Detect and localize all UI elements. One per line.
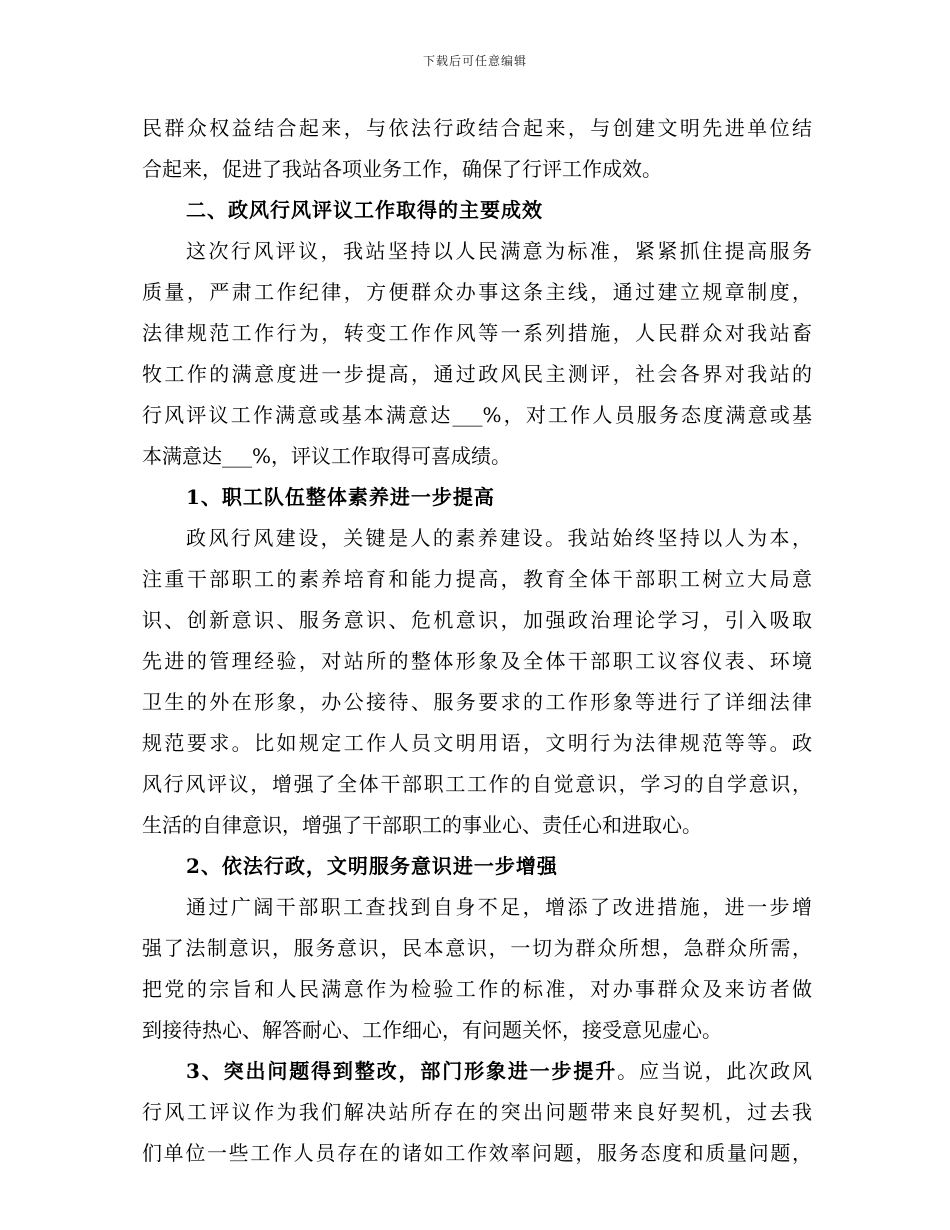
paragraph-line: 行风工评议作为我们解决站所存在的突出问题带来良好契机，过去我 [142, 1100, 812, 1124]
paragraph-line: 到接待热心、解答耐心、工作细心，有问题关怀，接受意见虚心。 [142, 1018, 722, 1042]
paragraph-line: 强了法制意识，服务意识，民本意识，一切为群众所想，急群众所需， [142, 936, 812, 960]
paragraph-line: 通过广阔干部职工查找到自身不足，增添了改进措施，进一步增 [186, 895, 812, 919]
paragraph-line: 们单位一些工作人员存在的诸如工作效率问题，服务态度和质量问题， [142, 1141, 812, 1165]
section-heading: 二、政风行风评议工作取得的主要成效 [186, 198, 543, 222]
paragraph-line: 合起来，促进了我站各项业务工作，确保了行评工作成效。 [142, 157, 662, 181]
paragraph-line-mixed [142, 1051, 812, 1092]
paragraph-line: 卫生的外在形象，办公接待、服务要求的工作形象等进行了详细法律 [142, 690, 812, 714]
subsection-heading: 2、依法行政，文明服务意识进一步增强 [186, 854, 558, 878]
inline-subsection-heading: 3、突出问题得到整改，部门形象进一步提升 [186, 1059, 618, 1083]
paragraph-line: 质量，严肃工作纪律，方便群众办事这条主线，通过建立规章制度， [142, 280, 812, 304]
paragraph-line: 民群众权益结合起来，与依法行政结合起来，与创建文明先进单位结 [142, 116, 812, 140]
paragraph-line: 识、创新意识、服务意识、危机意识，加强政治理论学习，引入吸取 [142, 608, 812, 632]
paragraph-line: 生活的自律意识，增强了干部职工的事业心、责任心和进取心。 [142, 813, 702, 837]
paragraph-line: 这次行风评议，我站坚持以人民满意为标准，紧紧抓住提高服务 [186, 239, 812, 263]
paragraph-line: 牧工作的满意度进一步提高，通过政风民主测评，社会各界对我站的 [142, 362, 812, 386]
paragraph-line: 行风评议工作满意或基本满意达___%，对工作人员服务态度满意或基 [142, 403, 812, 427]
paragraph-line: 规范要求。比如规定工作人员文明用语，文明行为法律规范等等。政 [142, 731, 812, 755]
paragraph-line: 本满意达___%，评议工作取得可喜成绩。 [142, 444, 512, 468]
paragraph-line: 政风行风建设，关键是人的素养建设。我站始终坚持以人为本， [186, 526, 812, 550]
paragraph-line: 法律规范工作行为，转变工作作风等一系列措施，人民群众对我站畜 [142, 321, 812, 345]
paragraph-line: 把党的宗旨和人民满意作为检验工作的标准，对办事群众及来访者做 [142, 977, 812, 1001]
paragraph-line: 先进的管理经验，对站所的整体形象及全体干部职工议容仪表、环境 [142, 649, 812, 673]
paragraph-line: 注重干部职工的素养培育和能力提高，教育全体干部职工树立大局意 [142, 567, 812, 591]
inline-paragraph-text: 。应当说，此次政风 [617, 1059, 812, 1083]
subsection-heading: 1、职工队伍整体素养进一步提高 [186, 485, 495, 509]
paragraph-line: 风行风评议，增强了全体干部职工工作的自觉意识，学习的自学意识， [142, 772, 812, 796]
document-body [142, 108, 812, 1174]
page-header-note: 下载后可任意编辑 [422, 54, 527, 68]
